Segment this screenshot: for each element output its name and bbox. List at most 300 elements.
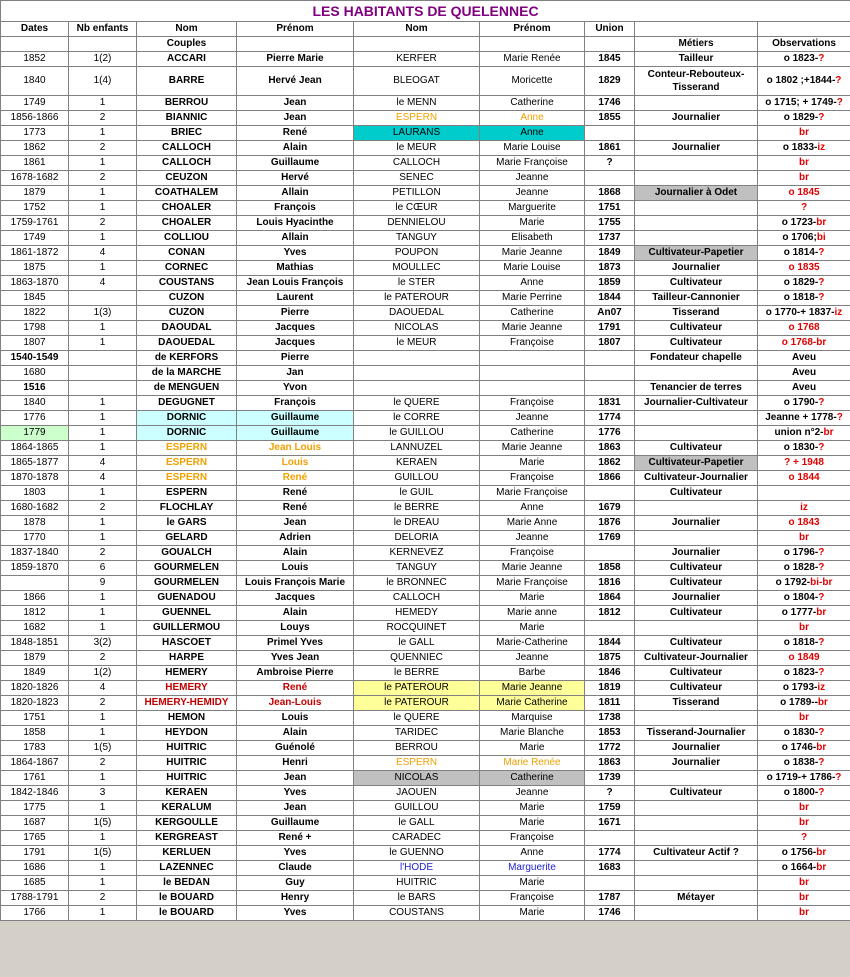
cell-nom-epouse: NICOLAS <box>354 771 480 786</box>
cell-dates: 1842-1846 <box>1 786 69 801</box>
table-row <box>1 696 850 711</box>
cell-nb-enfants: 1 <box>69 861 137 876</box>
cell-prenom-epouse: Marquise <box>480 711 585 726</box>
cell-union: 1807 <box>585 336 635 351</box>
cell-prenom-epouse: Marie Anne <box>480 516 585 531</box>
cell-observations: ? <box>758 831 850 846</box>
cell-prenom: René <box>237 471 354 486</box>
cell-union: 1774 <box>585 411 635 426</box>
cell-metiers <box>635 366 758 381</box>
cell-observations: o 1829-? <box>758 276 850 291</box>
header-nom-epouse <box>354 37 480 52</box>
cell-dates: 1678-1682 <box>1 171 69 186</box>
cell-observations: Aveu <box>758 381 850 396</box>
cell-nom-epouse: CARADEC <box>354 831 480 846</box>
table-row <box>1 426 850 441</box>
cell-dates: 1791 <box>1 846 69 861</box>
cell-dates: 1759-1761 <box>1 216 69 231</box>
table-row <box>1 411 850 426</box>
cell-prenom: René <box>237 681 354 696</box>
cell-observations: o 1706;bi <box>758 231 850 246</box>
cell-prenom-epouse: Marie Françoise <box>480 156 585 171</box>
cell-metiers: Cultivateur <box>635 786 758 801</box>
table-row <box>1 666 850 681</box>
cell-union: 1866 <box>585 471 635 486</box>
cell-metiers: Cultivateur <box>635 636 758 651</box>
cell-metiers: Cultivateur <box>635 486 758 501</box>
cell-metiers: Tisserand <box>635 306 758 321</box>
cell-nom: CEUZON <box>137 171 237 186</box>
table-row <box>1 816 850 831</box>
table-row <box>1 771 850 786</box>
cell-nom-epouse: NICOLAS <box>354 321 480 336</box>
cell-metiers: Journalier <box>635 516 758 531</box>
table-row <box>1 171 850 186</box>
cell-observations: iz <box>758 501 850 516</box>
cell-nom: KERLUEN <box>137 846 237 861</box>
cell-nom: HEMERY-HEMIDY <box>137 696 237 711</box>
cell-prenom-epouse: Françoise <box>480 396 585 411</box>
cell-metiers: Cultivateur <box>635 606 758 621</box>
cell-metiers <box>635 156 758 171</box>
cell-metiers: Journalier <box>635 741 758 756</box>
cell-dates: 1837-1840 <box>1 546 69 561</box>
cell-prenom-epouse: Marie <box>480 591 585 606</box>
cell-observations: o 1828-? <box>758 561 850 576</box>
table-row <box>1 846 850 861</box>
cell-observations: br <box>758 171 850 186</box>
title-row <box>1 1 850 22</box>
cell-nom-epouse: DELORIA <box>354 531 480 546</box>
cell-prenom-epouse: Anne <box>480 501 585 516</box>
cell-metiers: Cultivateur <box>635 321 758 336</box>
cell-prenom-epouse: Marie-Catherine <box>480 636 585 651</box>
cell-dates: 1761 <box>1 771 69 786</box>
cell-nom: GOURMELEN <box>137 561 237 576</box>
cell-nom: HARPE <box>137 651 237 666</box>
table-row <box>1 456 850 471</box>
cell-nom: DAOUEDAL <box>137 336 237 351</box>
cell-nom-epouse: ESPERN <box>354 756 480 771</box>
cell-observations: br <box>758 711 850 726</box>
cell-nom: le BOUARD <box>137 891 237 906</box>
cell-nom-epouse: LAURANS <box>354 126 480 141</box>
cell-prenom: Alain <box>237 141 354 156</box>
cell-observations: o 1723-br <box>758 216 850 231</box>
cell-union: 1776 <box>585 426 635 441</box>
cell-dates: 1859-1870 <box>1 561 69 576</box>
cell-observations: o 1823-? <box>758 52 850 67</box>
cell-dates: 1516 <box>1 381 69 396</box>
cell-nom-epouse: l'HODE <box>354 861 480 876</box>
cell-prenom-epouse: Marie <box>480 216 585 231</box>
cell-prenom: Guénolé <box>237 741 354 756</box>
cell-nb-enfants: 2 <box>69 501 137 516</box>
table-row <box>1 636 850 651</box>
cell-observations: br <box>758 126 850 141</box>
cell-nb-enfants: 1 <box>69 186 137 201</box>
cell-nom-epouse: COUSTANS <box>354 906 480 921</box>
cell-nom: COUSTANS <box>137 276 237 291</box>
cell-metiers <box>635 216 758 231</box>
cell-nb-enfants: 1(5) <box>69 846 137 861</box>
cell-prenom: Louis <box>237 561 354 576</box>
cell-union: 1873 <box>585 261 635 276</box>
cell-observations: o 1845 <box>758 186 850 201</box>
table-row <box>1 831 850 846</box>
cell-dates: 1540-1549 <box>1 351 69 366</box>
table-row <box>1 156 850 171</box>
cell-metiers <box>635 171 758 186</box>
cell-prenom: Louis Hyacinthe <box>237 216 354 231</box>
cell-union <box>585 366 635 381</box>
cell-nom-epouse: ESPERN <box>354 111 480 126</box>
cell-prenom: Alain <box>237 606 354 621</box>
cell-dates: 1840 <box>1 396 69 411</box>
cell-nom: CHOALER <box>137 201 237 216</box>
cell-prenom: Louis <box>237 456 354 471</box>
cell-observations: o 1830-? <box>758 441 850 456</box>
cell-dates: 1870-1878 <box>1 471 69 486</box>
cell-union: 1683 <box>585 861 635 876</box>
cell-prenom-epouse: Marie Renée <box>480 756 585 771</box>
cell-prenom: Allain <box>237 186 354 201</box>
cell-dates: 1858 <box>1 726 69 741</box>
table-row <box>1 216 850 231</box>
cell-nb-enfants: 1(5) <box>69 816 137 831</box>
cell-dates: 1775 <box>1 801 69 816</box>
cell-nom: DORNIC <box>137 426 237 441</box>
cell-dates: 1866 <box>1 591 69 606</box>
cell-nb-enfants: 1 <box>69 801 137 816</box>
cell-metiers: Journalier-Cultivateur <box>635 396 758 411</box>
table-row <box>1 756 850 771</box>
table-row <box>1 486 850 501</box>
cell-prenom: Jean <box>237 771 354 786</box>
cell-nom: CALLOCH <box>137 141 237 156</box>
cell-nb-enfants: 1 <box>69 906 137 921</box>
cell-observations: o 1770-+ 1837-iz <box>758 306 850 321</box>
header-nb-enfants: Nb enfants <box>69 22 137 37</box>
cell-dates: 1863-1870 <box>1 276 69 291</box>
cell-nom: KERAEN <box>137 786 237 801</box>
cell-dates: 1749 <box>1 231 69 246</box>
cell-dates: 1820-1826 <box>1 681 69 696</box>
cell-nb-enfants: 4 <box>69 471 137 486</box>
cell-union: 1846 <box>585 666 635 681</box>
cell-union <box>585 876 635 891</box>
cell-nom-epouse: BERROU <box>354 741 480 756</box>
cell-union <box>585 831 635 846</box>
cell-prenom: Louis <box>237 711 354 726</box>
cell-observations: o 1835 <box>758 261 850 276</box>
cell-observations: o 1833-iz <box>758 141 850 156</box>
cell-metiers: Journalier <box>635 756 758 771</box>
cell-observations: o 1830-? <box>758 726 850 741</box>
cell-prenom-epouse: Françoise <box>480 471 585 486</box>
cell-prenom: René <box>237 501 354 516</box>
cell-dates: 1685 <box>1 876 69 891</box>
cell-nb-enfants: 1 <box>69 621 137 636</box>
cell-metiers: Cultivateur-Papetier <box>635 246 758 261</box>
cell-metiers: Cultivateur <box>635 576 758 591</box>
cell-dates: 1879 <box>1 651 69 666</box>
cell-nom: ESPERN <box>137 486 237 501</box>
table-row <box>1 366 850 381</box>
cell-nb-enfants: 1 <box>69 831 137 846</box>
cell-nom-epouse: le MEUR <box>354 141 480 156</box>
cell-dates: 1779 <box>1 426 69 441</box>
cell-nom-epouse <box>354 351 480 366</box>
cell-nb-enfants: 1 <box>69 126 137 141</box>
cell-dates: 1861 <box>1 156 69 171</box>
cell-metiers: Cultivateur Actif ? <box>635 846 758 861</box>
cell-union: 1739 <box>585 771 635 786</box>
cell-prenom: Pierre Marie <box>237 52 354 67</box>
table-row <box>1 651 850 666</box>
cell-metiers: Tailleur <box>635 52 758 67</box>
cell-dates: 1776 <box>1 411 69 426</box>
cell-nom-epouse: QUENNIEC <box>354 651 480 666</box>
cell-union: 1858 <box>585 561 635 576</box>
cell-metiers <box>635 801 758 816</box>
cell-dates: 1845 <box>1 291 69 306</box>
cell-dates: 1865-1877 <box>1 456 69 471</box>
cell-nb-enfants: 1 <box>69 441 137 456</box>
cell-nom-epouse: le BERRE <box>354 666 480 681</box>
cell-observations: o 1829-? <box>758 111 850 126</box>
cell-nom-epouse: le STER <box>354 276 480 291</box>
table-row <box>1 396 850 411</box>
cell-prenom-epouse: Marie Louise <box>480 141 585 156</box>
cell-prenom: François <box>237 396 354 411</box>
cell-dates: 1878 <box>1 516 69 531</box>
table-row <box>1 546 850 561</box>
cell-metiers <box>635 711 758 726</box>
cell-nb-enfants: 2 <box>69 216 137 231</box>
cell-prenom-epouse <box>480 381 585 396</box>
cell-observations: o 1843 <box>758 516 850 531</box>
cell-observations: Aveu <box>758 351 850 366</box>
cell-dates: 1773 <box>1 126 69 141</box>
cell-nom: de MENGUEN <box>137 381 237 396</box>
cell-dates: 1861-1872 <box>1 246 69 261</box>
cell-observations: o 1796-? <box>758 546 850 561</box>
cell-nom: GUENADOU <box>137 591 237 606</box>
cell-nom: HUITRIC <box>137 756 237 771</box>
cell-nom-epouse: TANGUY <box>354 561 480 576</box>
cell-nb-enfants <box>69 381 137 396</box>
cell-dates: 1680 <box>1 366 69 381</box>
cell-prenom: Ambroise Pierre <box>237 666 354 681</box>
cell-union: 1769 <box>585 531 635 546</box>
cell-dates: 1751 <box>1 711 69 726</box>
table-row <box>1 351 850 366</box>
cell-nom: CORNEC <box>137 261 237 276</box>
cell-observations: ? + 1948 <box>758 456 850 471</box>
cell-nb-enfants: 4 <box>69 276 137 291</box>
cell-prenom-epouse <box>480 366 585 381</box>
cell-nb-enfants: 1(2) <box>69 666 137 681</box>
cell-union: 1746 <box>585 906 635 921</box>
cell-prenom-epouse: Marie Perrine <box>480 291 585 306</box>
cell-nom-epouse: PETILLON <box>354 186 480 201</box>
cell-prenom-epouse: Marie Jeanne <box>480 321 585 336</box>
table-row <box>1 441 850 456</box>
cell-prenom-epouse: Françoise <box>480 891 585 906</box>
cell-nom-epouse: le PATEROUR <box>354 681 480 696</box>
cell-observations: o 1800-? <box>758 786 850 801</box>
table-row <box>1 67 850 96</box>
cell-metiers <box>635 231 758 246</box>
cell-observations: o 1746-br <box>758 741 850 756</box>
cell-prenom-epouse: Marie Jeanne <box>480 561 585 576</box>
header-nb-enfants <box>69 37 137 52</box>
cell-observations: o 1849 <box>758 651 850 666</box>
cell-nb-enfants: 4 <box>69 246 137 261</box>
cell-nb-enfants: 1 <box>69 411 137 426</box>
cell-nb-enfants: 1 <box>69 336 137 351</box>
table-row <box>1 321 850 336</box>
cell-prenom: Laurent <box>237 291 354 306</box>
header-row-1 <box>1 22 850 37</box>
cell-dates: 1848-1851 <box>1 636 69 651</box>
cell-observations: br <box>758 801 850 816</box>
cell-metiers <box>635 501 758 516</box>
cell-nom: ESPERN <box>137 471 237 486</box>
table-row <box>1 786 850 801</box>
cell-prenom: Hervé Jean <box>237 67 354 96</box>
header-row-2 <box>1 37 850 52</box>
cell-nom: HUITRIC <box>137 771 237 786</box>
cell-nom-epouse: POUPON <box>354 246 480 261</box>
cell-nom-epouse: le QUERE <box>354 711 480 726</box>
cell-prenom-epouse: Françoise <box>480 831 585 846</box>
header-prenom-epouse: Prénom <box>480 22 585 37</box>
cell-metiers <box>635 411 758 426</box>
cell-union: 1831 <box>585 396 635 411</box>
cell-observations: o 1777-br <box>758 606 850 621</box>
cell-nom-epouse: CALLOCH <box>354 591 480 606</box>
table-row <box>1 291 850 306</box>
header-union: Union <box>585 22 635 37</box>
cell-union: ? <box>585 786 635 801</box>
cell-nom: le GARS <box>137 516 237 531</box>
cell-nom: ESPERN <box>137 456 237 471</box>
cell-metiers: Journalier <box>635 546 758 561</box>
cell-observations: Jeanne + 1778-? <box>758 411 850 426</box>
header-dates <box>1 37 69 52</box>
cell-nb-enfants: 2 <box>69 546 137 561</box>
cell-nom: le BOUARD <box>137 906 237 921</box>
cell-prenom-epouse: Marie anne <box>480 606 585 621</box>
cell-nb-enfants <box>69 351 137 366</box>
cell-nb-enfants: 1 <box>69 486 137 501</box>
cell-nb-enfants: 4 <box>69 456 137 471</box>
cell-union: 1875 <box>585 651 635 666</box>
cell-prenom-epouse: Anne <box>480 846 585 861</box>
cell-metiers: Journalier <box>635 261 758 276</box>
cell-observations: o 1793-iz <box>758 681 850 696</box>
cell-union: 1791 <box>585 321 635 336</box>
cell-nom-epouse: le GUIL <box>354 486 480 501</box>
cell-observations: o 1814-? <box>758 246 850 261</box>
cell-nom: ACCARI <box>137 52 237 67</box>
cell-nb-enfants: 2 <box>69 141 137 156</box>
cell-prenom: Guillaume <box>237 816 354 831</box>
cell-union: 1774 <box>585 846 635 861</box>
cell-metiers: Métayer <box>635 891 758 906</box>
cell-nom-epouse: le QUERE <box>354 396 480 411</box>
cell-prenom-epouse <box>480 351 585 366</box>
cell-nb-enfants: 9 <box>69 576 137 591</box>
cell-nom-epouse: KERFER <box>354 52 480 67</box>
cell-prenom: Guillaume <box>237 411 354 426</box>
cell-prenom-epouse: Françoise <box>480 336 585 351</box>
cell-prenom: Jean <box>237 516 354 531</box>
cell-metiers <box>635 96 758 111</box>
cell-nom-epouse: KERAEN <box>354 456 480 471</box>
cell-metiers <box>635 876 758 891</box>
table-row <box>1 111 850 126</box>
cell-nom-epouse: KERNEVEZ <box>354 546 480 561</box>
cell-nom: GOURMELEN <box>137 576 237 591</box>
cell-nom-epouse: le MENN <box>354 96 480 111</box>
cell-nom: de KERFORS <box>137 351 237 366</box>
cell-nom-epouse: le GALL <box>354 636 480 651</box>
cell-observations: o 1804-? <box>758 591 850 606</box>
cell-nom-epouse: ROCQUINET <box>354 621 480 636</box>
cell-prenom: Jean <box>237 111 354 126</box>
cell-prenom: Henry <box>237 891 354 906</box>
cell-observations: o 1792-bi-br <box>758 576 850 591</box>
cell-metiers: Cultivateur-Papetier <box>635 456 758 471</box>
table-row <box>1 141 850 156</box>
cell-prenom: Louys <box>237 621 354 636</box>
cell-prenom: Pierre <box>237 306 354 321</box>
cell-nom: LAZENNEC <box>137 861 237 876</box>
cell-nb-enfants: 3 <box>69 786 137 801</box>
cell-dates: 1788-1791 <box>1 891 69 906</box>
cell-dates: 1807 <box>1 336 69 351</box>
table-row <box>1 246 850 261</box>
cell-prenom-epouse: Marie Jeanne <box>480 681 585 696</box>
cell-dates: 1749 <box>1 96 69 111</box>
cell-prenom: Alain <box>237 726 354 741</box>
cell-prenom-epouse: Jeanne <box>480 651 585 666</box>
cell-observations: o 1790-? <box>758 396 850 411</box>
cell-nom-epouse: TARIDEC <box>354 726 480 741</box>
table-row <box>1 516 850 531</box>
cell-nb-enfants: 6 <box>69 561 137 576</box>
cell-nb-enfants: 1 <box>69 321 137 336</box>
cell-union: 1671 <box>585 816 635 831</box>
cell-prenom: Pierre <box>237 351 354 366</box>
cell-nb-enfants: 1 <box>69 591 137 606</box>
cell-nom: HASCOET <box>137 636 237 651</box>
cell-nom: DAOUDAL <box>137 321 237 336</box>
table-row <box>1 861 850 876</box>
cell-nom-epouse: le GUILLOU <box>354 426 480 441</box>
cell-nom-epouse: HUITRIC <box>354 876 480 891</box>
cell-metiers <box>635 816 758 831</box>
cell-union: 1864 <box>585 591 635 606</box>
table-row <box>1 52 850 67</box>
cell-nb-enfants: 1 <box>69 201 137 216</box>
table-row <box>1 606 850 621</box>
table-row <box>1 576 850 591</box>
cell-prenom: René <box>237 126 354 141</box>
